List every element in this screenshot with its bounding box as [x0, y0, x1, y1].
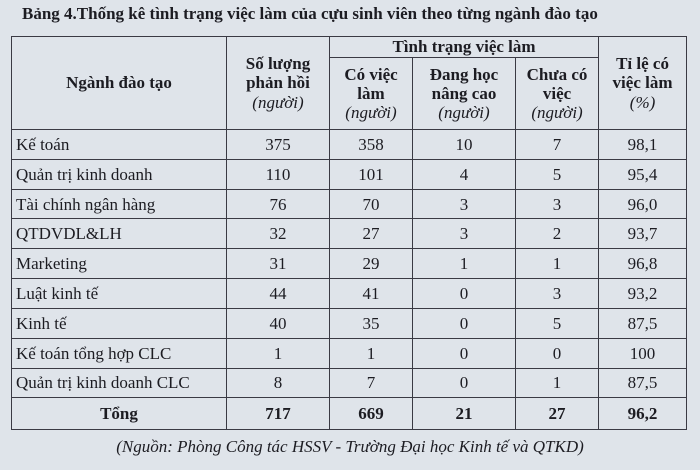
- cell-rate: 95,4: [599, 159, 687, 189]
- cell-employed: 1: [330, 338, 413, 368]
- cell-studying: 1: [413, 249, 516, 279]
- cell-employed: 70: [330, 189, 413, 219]
- cell-rate: 93,2: [599, 279, 687, 309]
- table-row: [12, 368, 687, 398]
- cell-unemployed: 2: [516, 219, 599, 249]
- cell-studying: 0: [413, 338, 516, 368]
- cell-responses: 8: [227, 368, 330, 398]
- cell-responses: 40: [227, 308, 330, 338]
- cell-rate: 96,0: [599, 189, 687, 219]
- cell-total-responses: 717: [227, 398, 330, 430]
- cell-studying: 0: [413, 308, 516, 338]
- cell-employed: 358: [330, 130, 413, 160]
- cell-employed: 27: [330, 219, 413, 249]
- cell-total-label: Tổng: [12, 398, 227, 430]
- header-major: Ngành đào tạo: [12, 37, 227, 130]
- header-responses: Số lượng phản hồi (người): [227, 37, 330, 130]
- header-responses-unit: (người): [252, 92, 304, 112]
- cell-responses: 76: [227, 189, 330, 219]
- cell-unemployed: 1: [516, 368, 599, 398]
- cell-rate: 93,7: [599, 219, 687, 249]
- header-rate: Tỉ lệ có việc làm (%): [599, 37, 687, 130]
- header-unemployed-unit: (người): [531, 103, 583, 123]
- cell-major: QTDVDL&LH: [12, 219, 227, 249]
- header-employed-unit: (người): [345, 103, 397, 123]
- cell-total-studying: 21: [413, 398, 516, 430]
- cell-rate: 87,5: [599, 368, 687, 398]
- cell-rate: 100: [599, 338, 687, 368]
- table-total-row: [12, 398, 687, 430]
- header-employed: Có việc làm (người): [330, 58, 413, 130]
- cell-major: Kế toán tổng hợp CLC: [12, 338, 227, 368]
- header-status-group: Tình trạng việc làm: [330, 37, 599, 58]
- cell-total-rate: 96,2: [599, 398, 687, 430]
- cell-employed: 7: [330, 368, 413, 398]
- cell-total-employed: 669: [330, 398, 413, 430]
- cell-major: Kinh tế: [12, 308, 227, 338]
- cell-rate: 96,8: [599, 249, 687, 279]
- cell-unemployed: 3: [516, 189, 599, 219]
- cell-employed: 29: [330, 249, 413, 279]
- table-row: [12, 279, 687, 309]
- cell-rate: 87,5: [599, 308, 687, 338]
- cell-major: Kế toán: [12, 130, 227, 160]
- cell-unemployed: 1: [516, 249, 599, 279]
- cell-responses: 110: [227, 159, 330, 189]
- table-row: [12, 308, 687, 338]
- cell-employed: 41: [330, 279, 413, 309]
- header-studying: Đang học nâng cao (người): [413, 58, 516, 130]
- table-row: [12, 219, 687, 249]
- cell-employed: 35: [330, 308, 413, 338]
- table-row: [12, 338, 687, 368]
- cell-studying: 3: [413, 219, 516, 249]
- cell-major: Tài chính ngân hàng: [12, 189, 227, 219]
- cell-studying: 4: [413, 159, 516, 189]
- cell-studying: 0: [413, 279, 516, 309]
- table-row: [12, 159, 687, 189]
- cell-studying: 0: [413, 368, 516, 398]
- cell-rate: 98,1: [599, 130, 687, 160]
- cell-total-unemployed: 27: [516, 398, 599, 430]
- header-studying-unit: (người): [438, 103, 490, 123]
- cell-major: Marketing: [12, 249, 227, 279]
- cell-unemployed: 5: [516, 308, 599, 338]
- cell-unemployed: 0: [516, 338, 599, 368]
- cell-major: Quản trị kinh doanh CLC: [12, 368, 227, 398]
- employment-statistics-table: [11, 36, 687, 430]
- cell-studying: 10: [413, 130, 516, 160]
- cell-unemployed: 5: [516, 159, 599, 189]
- cell-responses: 31: [227, 249, 330, 279]
- cell-major: Luật kinh tế: [12, 279, 227, 309]
- table-row: [12, 249, 687, 279]
- header-rate-unit: (%): [629, 92, 656, 112]
- cell-responses: 32: [227, 219, 330, 249]
- cell-unemployed: 3: [516, 279, 599, 309]
- cell-major: Quản trị kinh doanh: [12, 159, 227, 189]
- source-note: (Nguồn: Phòng Công tác HSSV - Trường Đại học Kinh tế và QTKD): [116, 437, 584, 456]
- cell-responses: 375: [227, 130, 330, 160]
- table-row: [12, 189, 687, 219]
- cell-responses: 1: [227, 338, 330, 368]
- table-title: Bảng 4.Thống kê tình trạng việc làm của cựu sinh viên theo từng ngành đào tạo: [22, 4, 598, 23]
- cell-employed: 101: [330, 159, 413, 189]
- cell-responses: 44: [227, 279, 330, 309]
- table-row: [12, 130, 687, 160]
- cell-unemployed: 7: [516, 130, 599, 160]
- header-unemployed: Chưa có việc (người): [516, 58, 599, 130]
- cell-studying: 3: [413, 189, 516, 219]
